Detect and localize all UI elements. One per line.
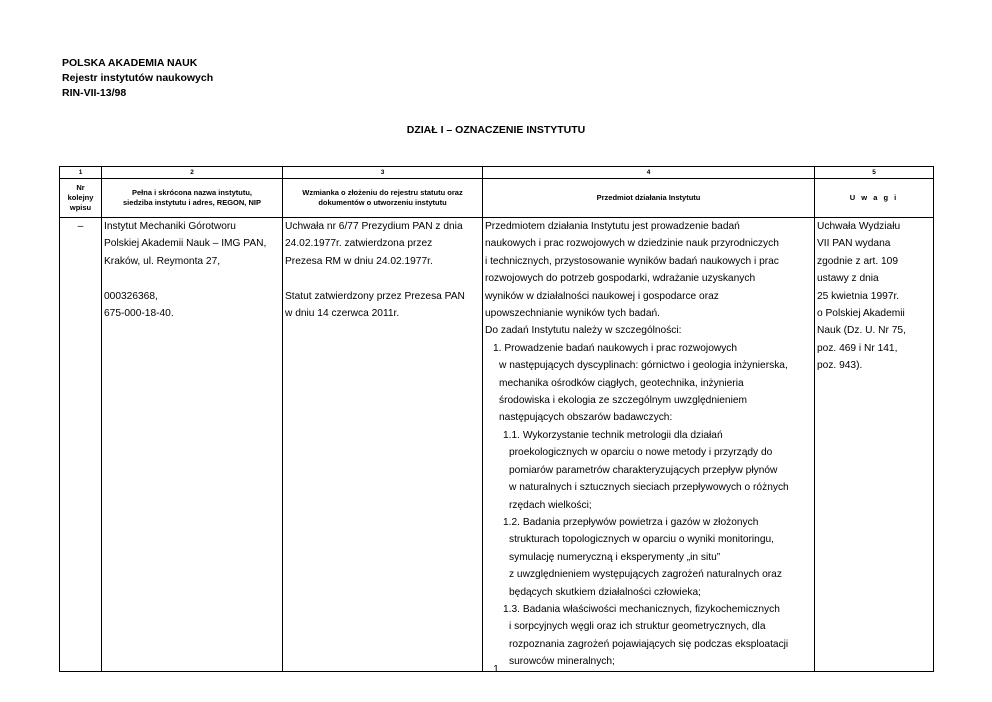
column-number-row — [60, 167, 934, 179]
header-line: Nr — [76, 183, 85, 192]
cell-line: 1.3. Badania właściwości mechanicznych, fizykochemicznych — [503, 603, 780, 615]
cell-line: 1.2. Badania przepływów powietrza i gazów w złożonych — [503, 516, 759, 528]
column-number: 1 — [60, 167, 102, 179]
cell-line: 675-000-18-40. — [104, 308, 174, 320]
page-number: 1 — [493, 664, 499, 675]
cell-line: surowców mineralnych; — [509, 656, 615, 668]
header-line: dokumentów o utworzeniu instytutu — [318, 198, 447, 207]
header-activity-scope — [483, 179, 815, 218]
cell-line: Prezesa RM w dniu 24.02.1977r. — [285, 255, 433, 267]
cell-line: Uchwała nr 6/77 Prezydium PAN z dnia — [285, 221, 463, 232]
header-register: Rejestr instytutów naukowych — [62, 72, 214, 84]
cell-lines — [285, 218, 480, 322]
cell-line: i technicznych, przystosowanie wyników badań naukowych i prac — [485, 255, 779, 267]
cell-lines — [817, 218, 931, 375]
cell-line: Do zadań Instytutu należy w szczególności: — [485, 325, 682, 337]
cell-line: Instytut Mechaniki Górotworu — [104, 221, 236, 232]
cell-line: VII PAN wydana — [817, 238, 891, 250]
cell-line: wyników w działalności naukowej i gospodarce oraz — [485, 290, 719, 302]
cell-line: środowiska i ekologia ze szczególnym uwzględnieniem — [499, 395, 748, 407]
cell-line: będących skutkiem działalności człowieka; — [509, 586, 701, 598]
cell-line: poz. 469 i Nr 141, — [817, 342, 898, 354]
header-line: siedziba instytutu i adres, REGON, NIP — [123, 198, 261, 207]
cell-line: rozwojowych do potrzeb gospodarki, wdrażanie uzyskanych — [485, 273, 756, 285]
entry-number-cell: – — [60, 218, 102, 672]
cell-line: w dniu 14 czerwca 2011r. — [285, 308, 400, 320]
cell-line: 1.1. Wykorzystanie technik metrologii dla działań — [503, 429, 723, 441]
header-line: U w a g i — [849, 193, 899, 202]
column-number: 5 — [815, 167, 934, 179]
cell-line: Polskiej Akademii Nauk – IMG PAN, — [104, 238, 267, 250]
cell-line: i sorpcyjnych węgli oraz ich struktur geometrycznych, dla — [509, 621, 766, 633]
header-register-number: RIN-VII-13/98 — [62, 87, 127, 99]
institute-name-cell — [102, 218, 283, 672]
cell-line: poz. 943). — [817, 360, 863, 372]
cell-line: pomiarów parametrów charakteryzujących przepływ płynów — [509, 464, 778, 476]
column-number: 4 — [483, 167, 815, 179]
cell-line — [285, 270, 480, 287]
cell-line: mechanika ośrodków ciągłych, geotechnika, inżynieria — [499, 377, 744, 389]
cell-line: naukowych i prac rozwojowych w dziedzinie nauk przyrodniczych — [485, 238, 779, 250]
cell-line: następujących obszarów badawczych: — [499, 412, 673, 424]
cell-line: Przedmiotem działania Instytutu jest prowadzenie badań — [485, 221, 740, 232]
cell-line: strukturach topologicznych w oparciu o wyniki monitoringu, — [509, 534, 774, 546]
header-institution: POLSKA AKADEMIA NAUK — [62, 57, 198, 69]
column-header-row — [60, 179, 934, 218]
cell-line: zgodnie z art. 109 — [817, 255, 898, 267]
cell-line: 000326368, — [104, 290, 158, 302]
header-line: Przedmiot działania Instytutu — [596, 193, 701, 202]
header-institute-name — [102, 179, 283, 218]
column-number: 2 — [102, 167, 283, 179]
cell-line: rozpoznania zagrożeń pojawiających się podczas eksploatacji — [509, 638, 789, 650]
cell-line: 25 kwietnia 1997r. — [817, 290, 900, 302]
cell-line: Uchwała Wydziału — [817, 221, 901, 232]
cell-line: 1. Prowadzenie badań naukowych i prac rozwojowych — [493, 342, 738, 354]
cell-line: o Polskiej Akademii — [817, 308, 905, 320]
cell-line: proekologicznych w oparciu o nowe metody i przyrządy do — [509, 447, 773, 459]
cell-line: symulację numeryczną i eksperymenty „in situ” — [509, 551, 721, 563]
cell-line: w naturalnych i sztucznych sieciach przepływowych o różnych — [509, 482, 789, 494]
cell-line: upowszechnianie wyników tych badań. — [485, 308, 660, 320]
cell-line: Statut zatwierdzony przez Prezesa PAN — [285, 290, 465, 302]
header-remarks — [815, 179, 934, 218]
header-entry-number — [60, 179, 102, 218]
cell-lines — [104, 218, 280, 322]
cell-lines — [485, 218, 812, 671]
cell-line: rzędach wielkości; — [509, 499, 592, 511]
cell-line: Kraków, ul. Reymonta 27, — [104, 255, 221, 267]
table-row — [60, 218, 934, 672]
register-table — [59, 166, 934, 672]
header-line: Pełna i skrócona nazwa instytutu, — [131, 188, 253, 197]
cell-line: Nauk (Dz. U. Nr 75, — [817, 325, 906, 337]
cell-line: w następujących dyscyplinach: górnictwo i geologia inżynierska, — [499, 360, 788, 372]
statute-mention-cell — [283, 218, 483, 672]
header-line: Wzmianka o złożeniu do rejestru statutu oraz — [302, 188, 463, 197]
column-number: 3 — [283, 167, 483, 179]
cell-line: z uwzględnieniem występujących zagrożeń naturalnych oraz — [509, 569, 782, 581]
section-title: DZIAŁ I – OZNACZENIE INSTYTUTU — [406, 124, 586, 136]
cell-line — [104, 270, 280, 287]
cell-line: ustawy z dnia — [817, 273, 879, 285]
activity-scope-cell — [483, 218, 815, 672]
document-header — [62, 56, 213, 101]
header-statute-mention — [283, 179, 483, 218]
header-line: kolejny — [67, 193, 94, 202]
cell-line: 24.02.1977r. zatwierdzona przez — [285, 238, 433, 250]
remarks-cell — [815, 218, 934, 672]
header-line: wpisu — [69, 203, 92, 212]
